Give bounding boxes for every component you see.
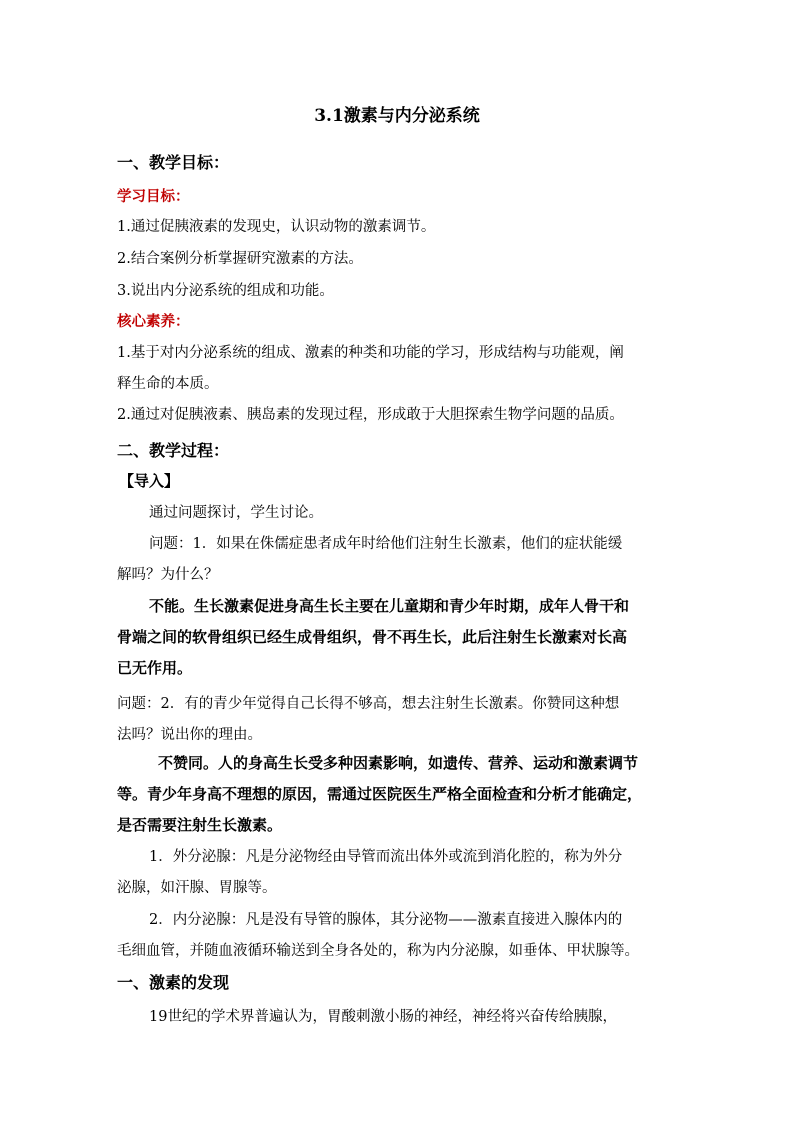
learning-goal-1: 1.通过促胰液素的发现史，认识动物的激素调节。: [117, 219, 436, 235]
definition-exocrine-line2: 泌腺，如汗腺、胃腺等。: [117, 880, 277, 896]
answer-2-line1: 不赞同。人的身高生长受多种因素影响，如遗传、营养、运动和激素调节: [158, 754, 639, 772]
answer-1-line1: 不能。生长激素促进身高生长主要在儿童期和青少年时期，成年人骨干和: [149, 597, 630, 615]
question-1-line2: 解吗？为什么？: [117, 567, 219, 583]
learning-goal-3: 3.说出内分泌系统的组成和功能。: [117, 283, 334, 299]
subheading-learning-goals: 学习目标：: [117, 188, 190, 205]
page-title: 3.1激素与内分泌系统: [314, 106, 480, 126]
answer-2-line3: 是否需要注射生长激素。: [117, 816, 283, 834]
core-literacy-2: 2.通过对促胰液素、胰岛素的发现过程，形成敢于大胆探索生物学问题的品质。: [117, 407, 624, 423]
learning-goal-2: 2.结合案例分析掌握研究激素的方法。: [117, 251, 363, 267]
answer-1-line2: 骨端之间的软骨组织已经生成骨组织，骨不再生长，此后注射生长激素对长高: [117, 628, 628, 646]
section-heading-teaching-process: 二、教学过程：: [117, 441, 230, 460]
discovery-text-line1: 19世纪的学术界普遍认为，胃酸刺激小肠的神经，神经将兴奋传给胰腺，: [149, 1009, 617, 1025]
answer-1-line3: 已无作用。: [117, 659, 193, 677]
question-2-line2: 法吗？说出你的理由。: [117, 727, 262, 743]
definition-endocrine-line2: 毛细血管，并随血液循环输送到全身各处的，称为内分泌腺，如垂体、甲状腺等。: [117, 943, 639, 959]
section-heading-teaching-goals: 一、教学目标：: [117, 153, 230, 172]
definition-exocrine-line1: 1．外分泌腺：凡是分泌物经由导管而流出体外或流到消化腔的，称为外分: [149, 849, 623, 865]
question-2-line1: 问题：2．有的青少年觉得自己长得不够高，想去注射生长激素。你赞同这种想: [117, 696, 620, 712]
section-heading-hormone-discovery: 一、激素的发现: [117, 973, 230, 992]
subheading-core-literacy: 核心素养：: [117, 313, 190, 330]
core-literacy-1-line1: 1.基于对内分泌系统的组成、激素的种类和功能的学习，形成结构与功能观，阐: [117, 345, 624, 361]
core-literacy-1-line2: 释生命的本质。: [117, 376, 219, 392]
intro-text: 通过问题探讨，学生讨论。: [149, 505, 323, 521]
definition-endocrine-line1: 2．内分泌腺：凡是没有导管的腺体，其分泌物——激素直接进入腺体内的: [149, 912, 623, 928]
answer-2-line2: 等。青少年身高不理想的原因，需通过医院医生严格全面检查和分析才能确定，: [117, 785, 643, 803]
intro-label: 【导入】: [119, 472, 180, 490]
question-1-line1: 问题：1．如果在侏儒症患者成年时给他们注射生长激素，他们的症状能缓: [149, 536, 623, 552]
